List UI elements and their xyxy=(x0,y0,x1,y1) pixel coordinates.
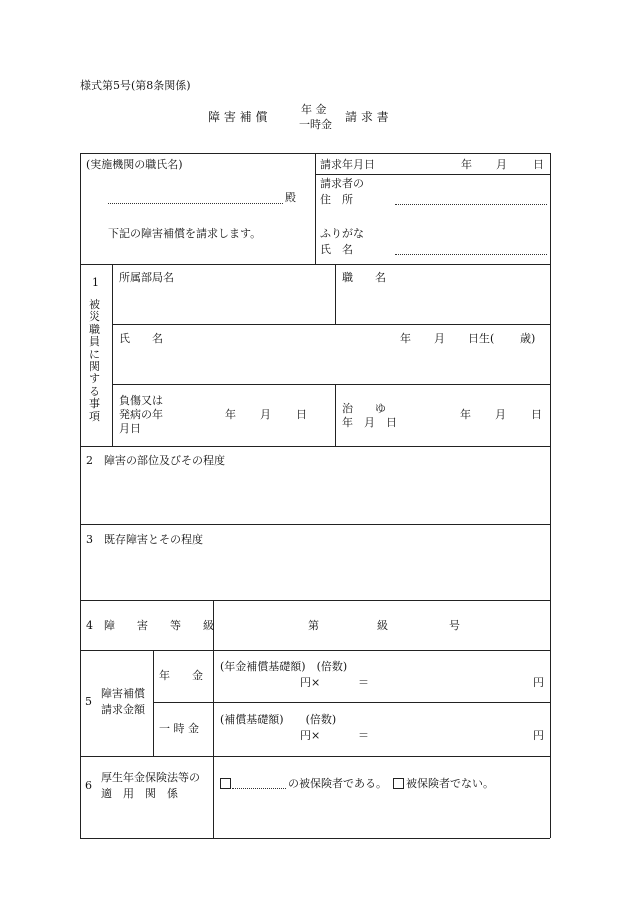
pension-yen-times: 円× xyxy=(300,676,321,689)
title-lump-sum: 一時金 xyxy=(299,118,332,131)
section3-label: 3 既存障害とその程度 xyxy=(86,533,203,546)
injury-label-1: 負傷又は xyxy=(119,394,163,407)
pension-equals: ＝ xyxy=(358,676,369,689)
lump-sum-yen: 円 xyxy=(533,729,544,742)
injury-label-2: 発病の年 xyxy=(119,408,163,421)
title-left: 障 害 補 償 xyxy=(208,110,268,124)
age: 歳) xyxy=(520,332,536,345)
request-date-year: 年 xyxy=(461,158,472,171)
lump-sum-yen-times: 円× xyxy=(300,729,321,742)
request-date-month: 月 xyxy=(496,158,507,171)
section5-label-1: 障害補償 xyxy=(101,687,145,700)
cure-label-2: 年 月 日 xyxy=(342,416,397,429)
section5-number: 5 xyxy=(85,695,92,708)
insured-checkbox[interactable] xyxy=(220,778,231,790)
section6-label-2: 適 用 関 係 xyxy=(101,787,178,800)
pension-label: 年 金 xyxy=(159,669,203,682)
agency-name-field[interactable] xyxy=(108,193,283,205)
agency-label: (実施機関の職氏名) xyxy=(86,158,183,171)
request-date-day: 日 xyxy=(533,158,544,171)
victim-name-label: 氏 名 xyxy=(119,332,163,345)
grade-kyu: 級 xyxy=(377,619,388,632)
not-insured-text: 被保険者でない。 xyxy=(406,777,494,790)
cure-month: 月 xyxy=(495,408,506,421)
cure-year: 年 xyxy=(460,408,471,421)
birth-month: 月 xyxy=(434,332,445,345)
not-insured-checkbox[interactable] xyxy=(393,778,404,790)
injury-year: 年 xyxy=(225,408,236,421)
pension-formula: (年金補償基礎額) (倍数) xyxy=(220,660,348,673)
section2-label: 2 障害の部位及びその程度 xyxy=(86,454,225,467)
request-date-label: 請求年月日 xyxy=(320,158,375,171)
furigana-label: ふりがな xyxy=(320,227,364,240)
honorific: 殿 xyxy=(285,191,296,204)
cure-day: 日 xyxy=(531,408,542,421)
birth-day: 日生( xyxy=(468,332,495,345)
section1-vertical-title: 被災職員に関する事項 xyxy=(89,298,100,423)
grade-go: 号 xyxy=(449,619,460,632)
section6-label-1: 厚生年金保険法等の xyxy=(101,771,200,784)
insurance-type-field[interactable] xyxy=(232,778,286,789)
claimant-address-label-1: 請求者の xyxy=(320,177,364,190)
request-text: 下記の障害補償を請求します。 xyxy=(108,227,262,240)
title-right: 請 求 書 xyxy=(345,110,389,124)
injury-month: 月 xyxy=(260,408,271,421)
claimant-address-field[interactable] xyxy=(395,190,547,203)
lump-sum-label: 一 時 金 xyxy=(159,722,199,735)
lump-sum-equals: ＝ xyxy=(358,729,369,742)
title-pension: 年 金 xyxy=(301,103,327,116)
claimant-name-label: 氏 名 xyxy=(320,243,353,256)
department-label: 所属部局名 xyxy=(119,271,174,284)
injury-label-3: 月日 xyxy=(119,422,141,435)
cure-label-1: 治 ゆ xyxy=(342,402,386,415)
insured-text: の被保険者である。 xyxy=(288,777,387,790)
pension-yen: 円 xyxy=(533,676,544,689)
section6-number: 6 xyxy=(85,779,92,792)
claimant-address-label-2: 住 所 xyxy=(320,193,353,206)
lump-sum-formula: (補償基礎額) (倍数) xyxy=(220,713,337,726)
form-number: 様式第5号(第8条関係) xyxy=(80,79,191,92)
section1-number: 1 xyxy=(92,276,99,289)
position-label: 職 名 xyxy=(342,271,386,284)
grade-dai: 第 xyxy=(308,619,319,632)
section5-label-2: 請求金額 xyxy=(101,703,145,716)
birth-year: 年 xyxy=(400,332,411,345)
injury-day: 日 xyxy=(296,408,307,421)
section4-label: 4 障 害 等 級 xyxy=(86,619,214,632)
claimant-name-field[interactable] xyxy=(395,240,547,253)
